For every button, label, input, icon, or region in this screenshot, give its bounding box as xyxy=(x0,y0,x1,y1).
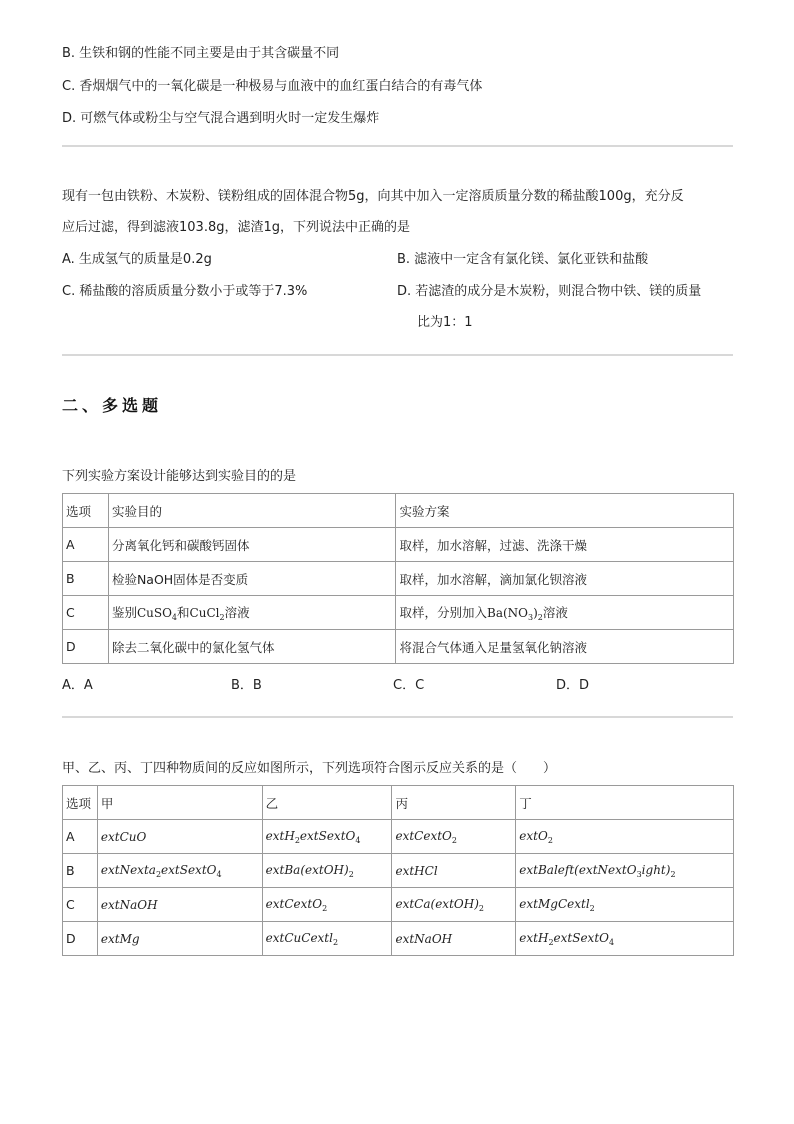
table-cell: D xyxy=(63,630,109,664)
subscript: 2 xyxy=(155,869,162,879)
table-cell: 取样，加水溶解，滴加氯化钡溶液 xyxy=(396,562,734,596)
table-cell: C xyxy=(63,596,109,630)
cell-text: 溶液 xyxy=(542,605,568,620)
formula: extSextO xyxy=(553,930,609,945)
formula: extSextO xyxy=(161,862,217,877)
formula: extNaOH xyxy=(100,897,158,912)
table-header-cell: 选项 xyxy=(63,786,98,820)
q-mixture-stem-line1: 现有一包由铁粉、木炭粉、镁粉组成的固体混合物5g，向其中加入一定溶质质量分数的稀盐酸100g，充分反 xyxy=(62,189,684,204)
subscript: 4 xyxy=(609,937,615,947)
table-cell xyxy=(97,820,262,854)
table-header-cell: 选项 xyxy=(63,494,109,528)
table-row xyxy=(63,888,734,922)
formula: extMgCextl xyxy=(519,896,590,911)
cell-text: 鉴别 xyxy=(111,605,137,620)
table-cell xyxy=(516,922,734,956)
table-cell: 检验NaOH固体是否变质 xyxy=(108,562,396,596)
table-cell xyxy=(262,820,392,854)
table-cell xyxy=(392,854,516,888)
q-mixture-option-c: C. 稀盐酸的溶质质量分数小于或等于7.3% xyxy=(62,284,308,299)
formula: extCextO xyxy=(265,896,323,911)
table-cell xyxy=(262,922,392,956)
table-cell xyxy=(97,854,262,888)
table-cell xyxy=(97,922,262,956)
table-cell xyxy=(392,888,516,922)
table-cell xyxy=(516,888,734,922)
q-experiment-stem: 下列实验方案设计能够达到实验目的的是 xyxy=(62,469,297,484)
formula: extH xyxy=(265,828,295,843)
section-title: 二、多选题 xyxy=(62,396,163,415)
subscript: 2 xyxy=(547,835,553,845)
formula: extCuCextl xyxy=(265,930,333,945)
divider xyxy=(62,145,733,147)
table-cell: B xyxy=(63,854,98,888)
table-cell xyxy=(108,596,396,630)
q-mixture-option-a: A. 生成氢气的质量是0.2g xyxy=(62,252,212,267)
table-header-cell: 丁 xyxy=(516,786,734,820)
table-cell xyxy=(392,820,516,854)
q-experiment-option-a: A．A xyxy=(62,678,93,693)
subscript: 3 xyxy=(636,869,642,879)
formula: CuSO$_4$ xyxy=(136,606,178,622)
subscript: 2 xyxy=(589,903,595,913)
subscript: 2 xyxy=(348,869,354,879)
subscript: 2 xyxy=(478,903,484,913)
formula: extMg xyxy=(100,931,140,946)
divider xyxy=(62,354,733,356)
subscript: 2 xyxy=(548,937,554,947)
formula: CuCl$_2$ xyxy=(189,606,225,622)
prev-option-d: D. 可燃气体或粉尘与空气混合遇到明火时一定发生爆炸 xyxy=(62,111,380,126)
table-header-row xyxy=(63,494,734,528)
formula: extHCl xyxy=(395,863,438,878)
table-cell xyxy=(396,596,734,630)
subscript: 2 xyxy=(294,835,300,845)
table-cell: 取样，加水溶解，过滤、洗涤干燥 xyxy=(396,528,734,562)
table-cell: D xyxy=(63,922,98,956)
table-cell: 除去二氧化碳中的氯化氢气体 xyxy=(108,630,396,664)
subscript: 2 xyxy=(670,869,676,879)
table-cell xyxy=(392,922,516,956)
prev-option-c: C. 香烟烟气中的一氧化碳是一种极易与血液中的血红蛋白结合的有毒气体 xyxy=(62,79,483,94)
formula: extH xyxy=(519,930,549,945)
divider xyxy=(62,716,733,718)
table-row xyxy=(63,596,734,630)
formula: extNexta xyxy=(100,862,156,877)
cell-text: 溶液 xyxy=(224,605,250,620)
table-cell: B xyxy=(63,562,109,596)
table-cell xyxy=(516,854,734,888)
cell-text: 和 xyxy=(177,605,190,620)
table-cell xyxy=(516,820,734,854)
table-row xyxy=(63,922,734,956)
table-header-cell: 实验目的 xyxy=(108,494,396,528)
table-header-row xyxy=(63,786,734,820)
q-experiment-option-d: D．D xyxy=(556,678,590,693)
q-mixture-option-b: B. 滤液中一定含有氯化镁、氯化亚铁和盐酸 xyxy=(397,252,649,267)
table-cell: A xyxy=(63,528,109,562)
table-row xyxy=(63,854,734,888)
subscript: 4 xyxy=(216,869,222,879)
subscript: 2 xyxy=(332,937,339,947)
q-experiment-option-c: C．C xyxy=(393,678,425,693)
q-mixture-option-d: D. 若滤渣的成分是木炭粉，则混合物中铁、镁的质量 xyxy=(397,284,702,299)
subscript: 2 xyxy=(322,903,328,913)
table-cell: C xyxy=(63,888,98,922)
table-header-cell: 实验方案 xyxy=(396,494,734,528)
q-reaction-stem: 甲、乙、丙、丁四种物质间的反应如图所示，下列选项符合图示反应关系的是（ ） xyxy=(62,761,557,776)
formula: extCextO xyxy=(395,828,452,843)
q-mixture-option-d-cont: 比为1：1 xyxy=(417,315,473,330)
formula: ight) xyxy=(641,862,671,877)
formula: extCa(extOH) xyxy=(395,896,479,911)
table-cell xyxy=(262,854,392,888)
experiment-table xyxy=(62,493,734,664)
table-row xyxy=(63,820,734,854)
subscript: 4 xyxy=(355,835,361,845)
table-header-cell: 乙 xyxy=(262,786,392,820)
table-header-cell: 丙 xyxy=(392,786,516,820)
formula: extSextO xyxy=(299,828,356,843)
formula: extBa(extOH) xyxy=(265,862,349,877)
table-cell xyxy=(97,888,262,922)
table-cell xyxy=(262,888,392,922)
subscript: 2 xyxy=(451,835,457,845)
table-cell: A xyxy=(63,820,98,854)
formula: extBaleft(extNextO xyxy=(519,862,637,877)
table-cell: 分离氧化钙和碳酸钙固体 xyxy=(108,528,396,562)
table-row xyxy=(63,630,734,664)
table-row xyxy=(63,562,734,596)
reaction-table xyxy=(62,785,734,956)
formula: extNaOH xyxy=(395,931,453,946)
formula: $Ba(NO_3)_2$ xyxy=(487,606,543,622)
cell-text: 取样，分别加入 xyxy=(399,605,487,620)
table-cell: 将混合气体通入足量氢氧化钠溶液 xyxy=(396,630,734,664)
q-mixture-stem-line2: 应后过滤，得到滤液103.8g，滤渣1g，下列说法中正确的是 xyxy=(62,220,410,235)
table-header-cell: 甲 xyxy=(97,786,262,820)
q-experiment-option-b: B．B xyxy=(231,678,262,693)
prev-option-b: B. 生铁和钢的性能不同主要是由于其含碳量不同 xyxy=(62,46,340,61)
formula: extO xyxy=(519,828,548,843)
formula: extCuO xyxy=(100,829,147,844)
table-row xyxy=(63,528,734,562)
